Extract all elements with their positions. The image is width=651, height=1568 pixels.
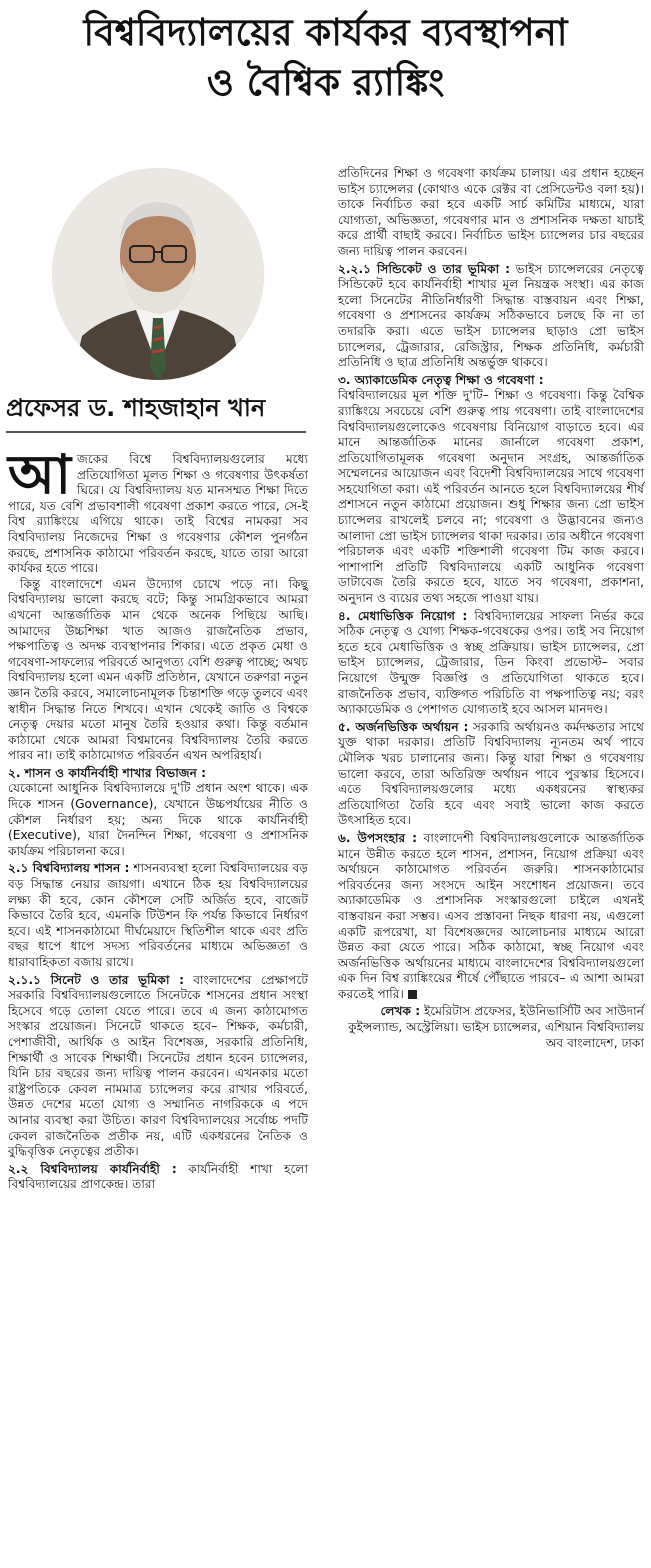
intro-paragraph (8, 443, 308, 577)
paragraph: সরকারি অর্থায়নও কর্মদক্ষতার সাথে যুক্ত থাকা দরকার। প্রতিটি বিশ্ববিদ্যালয় ন্যূনতম অর্থ পাবে মৌলিক খরচ চালানোর জন্য। কিন্তু যারা শিক্ষা ও গবেষণায় ভালো করবে, তারা অতিরিক্ত অর্থায়ন পাবে পুরস্কার হিসেবে। এতে বিশ্ববিদ্যালয়গুলোর মধ্যে একধরনের স্বাস্থ্যকর প্রতিযোগিতা তৈরি হবে এবং সবাই ভালো কাজ করতে উৎসাহিত হবে। (338, 719, 644, 828)
writer-label: লেখক : (380, 1004, 421, 1019)
headline-line-1: বিশ্ববিদ্যালয়ের কার্যকর ব্যবস্থাপনা (83, 11, 568, 54)
paragraph: কিন্তু বাংলাদেশে এমন উদ্যোগ চোখে পড়ে না। কিছু বিশ্ববিদ্যালয় ভালো করছে বটে; কিন্তু সামগ্রিকভাবে আমরা এখনো আন্তর্জাতিক মান থেকে অনেক পিছিয়ে আছি। আমাদের উচ্চশিক্ষা খাত আজও রাজনৈতিক প্রভাব, পক্ষপাতিত্ব ও অদক্ষ ব্যবস্থাপনার শিকার। এতে প্রকৃত মেধা ও গবেষণা-সাফল্যের পরিবর্তে আনুগত্য বেশি গুরুত্ব পাচ্ছে; অথচ বিশ্ববিদ্যালয় হলো এমন একটি প্রতিষ্ঠান, যেখানে তরুণরা নতুন জ্ঞান তৈরি করবে, সমালোচনামূলক চিন্তাশক্তি গড়ে তুলবে এবং স্বাধীন সিদ্ধান্ত নিতে শিখবে। এখান থেকেই জাতি ও বিশ্বকে নেতৃত্ব দেয়ার মতো মানুষ তৈরি হওয়ার কথা। কিন্তু বর্তমান কাঠামো থেকে আমরা বিশ্বমানের বিশ্ববিদ্যালয় তৈরি করতে পারব না। তাই কাঠামোগত পরিবর্তন এখন অপরিহার্য। (8, 576, 308, 763)
intro-text: জকের বিশ্বে বিশ্ববিদ্যালয়গুলোর মধ্যে প্রতিযোগিতা মূলত শিক্ষা ও গবেষণার উৎকর্ষতা ঘিরে। যে বিশ্ববিদ্যালয় যত মানসম্মত শিক্ষা দিতে পারে, যত বেশি প্রভাবশালী গবেষণা প্রকাশ করতে পারে, সে-ই বিশ্ব র‍্যাঙ্কিংয়ে এগিয়ে থাকে। তাই বিশ্বের নামকরা সব বিশ্ববিদ্যালয় নিজেদের শিক্ষা ও গবেষণার কৌশল পুনর্গঠন করছে, প্রশাসনিক কাঠামো পরিবর্তন করছে, যাতে তারা আরো কার্যকর হতে পারে। (8, 452, 308, 576)
section-heading: ৪. মেধাভিত্তিক নিয়োগ : (338, 608, 468, 623)
byline-rule (6, 431, 306, 433)
paragraph: বিশ্ববিদ্যালয়ের সাফল্য নির্ভর করে সঠিক নেতৃত্ব ও যোগ্য শিক্ষক-গবেষকের ওপর। তাই সব নিয়োগ হতে হবে মেধাভিত্তিক ও স্বচ্ছ প্রক্রিয়ায়। ভাইস চ্যান্সেলর, প্রো ভাইস চ্যান্সেলর, ট্রেজারার, ডিন কিংবা প্রভোস্ট– সবার নিয়োগে উন্মুক্ত বিজ্ঞপ্তি ও প্রতিযোগিতা থাকতে হবে। রাজনৈতিক প্রভাব, ব্যক্তিগত পরিচিতি বা পক্ষপাতিত্ব নয়; বরং অ্যাকাডেমিক ও পেশাগত যোগ্যতাই হবে আসল মানদণ্ড। (338, 608, 644, 717)
section-heading: ৩. অ্যাকাডেমিক নেতৃত্ব শিক্ষা ও গবেষণা : (338, 372, 544, 387)
author-photo (52, 168, 264, 380)
right-column (338, 166, 644, 1051)
writer-credit: ইমেরিটাস প্রফেসর, ইউনিভার্সিটি অব সাউদার্ন কুইন্সল্যান্ড, অস্ট্রেলিয়া। ভাইস চ্যান্সেলর, এশিয়ান বিশ্ববিদ্যালয় অব বাংলাদেশ, ঢাকা (348, 1004, 644, 1050)
end-mark-icon (408, 990, 417, 999)
paragraph: বাংলাদেশের প্রেক্ষাপটে সরকারি বিশ্ববিদ্যালয়গুলোতে সিনেটকে শাসনের প্রধান সংস্থা হিসেবে গড়ে তোলা যেতে পারে। তবে এ জন্য কাঠামোগত সংস্কার প্রয়োজন। সিনেটে থাকতে হবে– শিক্ষক, কর্মচারী, পেশাজীবী, আর্থিক ও আইন বিশেষজ্ঞ, সরকারি প্রতিনিধি, শিক্ষার্থী ও সাবেক শিক্ষার্থী। সিনেটের প্রধান হবেন চ্যান্সেলর, যিনি চার বছরের জন্য দায়িত্ব পালন করবেন। এখনকার মতো রাষ্ট্রপতিকে কেবল নামমাত্র চ্যান্সেলর করে রাখার পরিবর্তে, উন্নত দেশের মতো যোগ্য ও সম্মানিত নাগরিককে এ পদে আনার ব্যবস্থা করা উচিত। কারণ বিশ্ববিদ্যালয়ের সর্বোচ্চ পদটি কেবল রাজনৈতিক প্রতীক নয়, এটি একধরনের নৈতিক ও বুদ্ধিবৃত্তিক নেতৃত্বের প্রতীক। (8, 972, 308, 1159)
headline (0, 8, 651, 108)
paragraph: বিশ্ববিদ্যালয়ের মূল শক্তি দু'টি– শিক্ষা ও গবেষণা। কিন্তু বৈশ্বিক র‍্যাঙ্কিংয়ে সবচেয়ে বেশি গুরুত্ব পায় গবেষণা। তাই বাংলাদেশের বিশ্ববিদ্যালয়গুলোকেও গবেষণায় বিনিয়োগ বাড়াতে হবে। এর মানে আন্তর্জাতিক মানের জার্নালে গবেষণা প্রকাশ, প্রতিযোগিতামূলক গবেষণা অনুদান সংগ্রহ, আন্তর্জাতিক সম্মেলনের আয়োজন এবং বিদেশী বিশ্ববিদ্যালয়ের সাথে গবেষণা সহযোগিতা করা। এই পরিবর্তন আনতে হলে বিশ্ববিদ্যালয়ের শীর্ষ প্রশাসনে নতুন কাঠামো প্রয়োজন। শুধু শিক্ষার জন্য প্রো ভাইস চ্যান্সেলর রাখলেই চলবে না; গবেষণা ও উদ্ভাবনের জন্যও আলাদা প্রো ভাইস চ্যান্সেলর থাকা দরকার। তার অধীনে গবেষণা পরিচালক এবং একটি শক্তিশালী গবেষণা টিম কাজ করবে। পাশাপাশি প্রতিটি বিশ্ববিদ্যালয়ে একটি আধুনিক গবেষণা ডাটাবেজ তৈরি করতে হবে, যাতে সব গবেষণা, প্রকাশনা, অনুদান ও ব্যয়ের তথ্য সহজে পাওয়া যায়। (338, 388, 644, 606)
author-portrait-image (52, 168, 264, 380)
section-heading: ২.২.১ সিন্ডিকেট ও তার ভূমিকা : (338, 261, 510, 276)
paragraph: শাসনব্যবস্থা হলো বিশ্ববিদ্যালয়ের বড় বড় সিদ্ধান্ত নেয়ার জায়গা। এখানে ঠিক হয় বিশ্ববিদ্যালয়ের লক্ষ্য কী হবে, কোন কৌশলে সেটি অর্জিত হবে, বাজেট কিভাবে তৈরি হবে, এমনকি টিউশন ফি পর্যন্ত কিভাবে নির্ধারণ হবে। এই শাসনকাঠামো দীর্ঘমেয়াদে স্থিতিশীল থাকে এবং প্রতি বছর ধাপে ধাপে সদস্য পরিবর্তনের মাধ্যমে অভিজ্ঞতা ও ধারাবাহিকতা বজায় রাখে। (8, 861, 308, 969)
paragraph: বাংলাদেশী বিশ্ববিদ্যালয়গুলোকে আন্তর্জাতিক মানে উন্নীত করতে হলে শাসন, প্রশাসন, নিয়োগ প্রক্রিয়া এবং অর্থায়নে কাঠামোগত পরিবর্তন জরুরি। শাসনকাঠামোর পরিবর্তনের জন্য সংসদে আইন সংশোধন প্রয়োজন। তবে অ্যাকাডেমিক ও প্রশাসনিক সংস্কারগুলো চাইলে এখনই বাস্তবায়ন করা সম্ভব। এসব প্রস্তাবনা নিছক ধারণা নয়, এগুলো একটি রূপরেখা, যা বিশেষজ্ঞদের আলোচনার মাধ্যমে আরো উন্নত করা যেতে পারে। সঠিক কাঠামো, স্বচ্ছ নিয়োগ এবং অর্জনভিত্তিক অর্থায়নের মাধ্যমে বাংলাদেশের বিশ্ববিদ্যালয়গুলো এক দিন বিশ্ব র‍্যাঙ্কিংয়ের শীর্ষে পৌঁছাতে পারবে– এ আশা আমরা করতেই পারি। (338, 830, 645, 1001)
paragraph: যেকোনো আধুনিক বিশ্ববিদ্যালয়ে দু'টি প্রধান অংশ থাকে। এক দিকে শাসন (Governance), যেখানে উচ্চপর্যায়ের নীতি ও কৌশল নির্ধারণ হয়; অন্য দিকে থাকে কার্যনির্বাহী (Executive), যারা দৈনন্দিন শিক্ষা, গবেষণা ও প্রশাসনিক কার্যক্রম পরিচালনা করে। (8, 781, 308, 858)
section-heading: ২.১.১ সিনেট ও তার ভূমিকা : (8, 972, 184, 987)
left-column (8, 443, 309, 1193)
drop-cap: আ (8, 443, 71, 506)
headline-line-2: ও বৈশ্বিক র‍্যাঙ্কিং (206, 61, 445, 104)
paragraph: প্রতিদিনের শিক্ষা ও গবেষণা কার্যক্রম চালায়। এর প্রধান হচ্ছেন ভাইস চ্যান্সেলর (কোথাও একে রেক্টর বা প্রেসিডেন্টও বলা হয়)। তাকে নির্বাচিত করা হবে একটি সার্চ কমিটির মাধ্যমে, যারা যোগ্যতা, অভিজ্ঞতা, গবেষণার মান ও প্রশাসনিক দক্ষতা যাচাই করে প্রার্থী বাছাই করবে। নির্বাচিত ভাইস চ্যান্সেলর চার বছরের জন্য দায়িত্ব পালন করবেন। (338, 166, 644, 258)
section-heading: ২.২ বিশ্ববিদ্যালয় কার্যনির্বাহী : (8, 1161, 177, 1176)
section-heading: ৫. অর্জনভিত্তিক অর্থায়ন : (338, 719, 469, 734)
paragraph: কার্যনির্বাহী শাখা হলো বিশ্ববিদ্যালয়ের প্রাণকেন্দ্র। তারা (8, 1161, 309, 1192)
section-heading: ২. শাসন ও কার্যনির্বাহী শাখার বিভাজন : (8, 765, 207, 780)
author-byline: প্রফেসর ড. শাহজাহান খান (6, 394, 266, 422)
section-heading: ৬. উপসংহার : (338, 830, 417, 845)
section-heading: ২.১ বিশ্ববিদ্যালয় শাসন : (8, 861, 130, 876)
paragraph: ভাইস চ্যান্সেলরের নেতৃত্বে সিন্ডিকেট হবে কার্যনির্বাহী শাখার মূল নিয়ন্ত্রক সংস্থা। এর কাজ হলো সিনেটের নীতিনির্ধারণী সিদ্ধান্ত বাস্তবায়ন এবং শিক্ষা, গবেষণা ও প্রশাসনের কার্যক্রম সঠিকভাবে চলছে কি না তা তদারকি করা। এতে ভাইস চ্যান্সেলর ছাড়াও প্রো ভাইস চ্যান্সেলর, ট্রেজারার, রেজিস্ট্রার, শিক্ষক প্রতিনিধি, কর্মচারী প্রতিনিধি ও ছাত্র প্রতিনিধি অন্তর্ভুক্ত থাকবে। (338, 261, 644, 370)
